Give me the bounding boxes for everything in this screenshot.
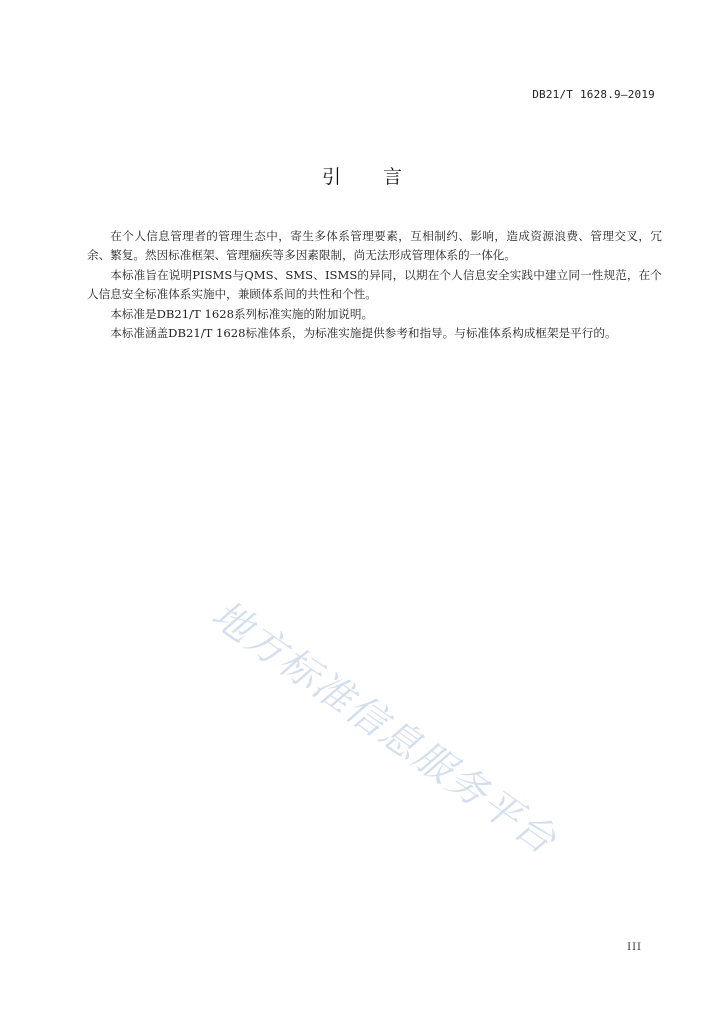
paragraph: 在个人信息管理者的管理生态中，寄生多体系管理要素，互相制约、影响，造成资源浪费、管理交叉，冗余、繁复。然因标准框架、管理痼疾等多因素限制，尚无法形成管理体系的一体化。 xyxy=(87,229,662,263)
paragraph: 本标准是DB21/T 1628系列标准实施的附加说明。 xyxy=(110,306,374,321)
watermark: 地方标准信息服务平台 xyxy=(203,591,565,865)
paragraph: 本标准涵盖DB21/T 1628标准体系，为标准实施提供参考和指导。与标准体系构成框架是平行的。 xyxy=(110,326,617,341)
document-body xyxy=(87,227,662,343)
page-title: 引言 xyxy=(321,166,444,188)
page-number: III xyxy=(627,942,642,953)
paragraph: 本标准旨在说明PISMS与QMS、SMS、ISMS的异同，以期在个人信息安全实践中建立同一性规范，在个人信息安全标准体系实施中，兼顾体系间的共性和个性。 xyxy=(87,267,662,302)
standard-code: DB21/T 1628.9—2019 xyxy=(532,88,655,101)
